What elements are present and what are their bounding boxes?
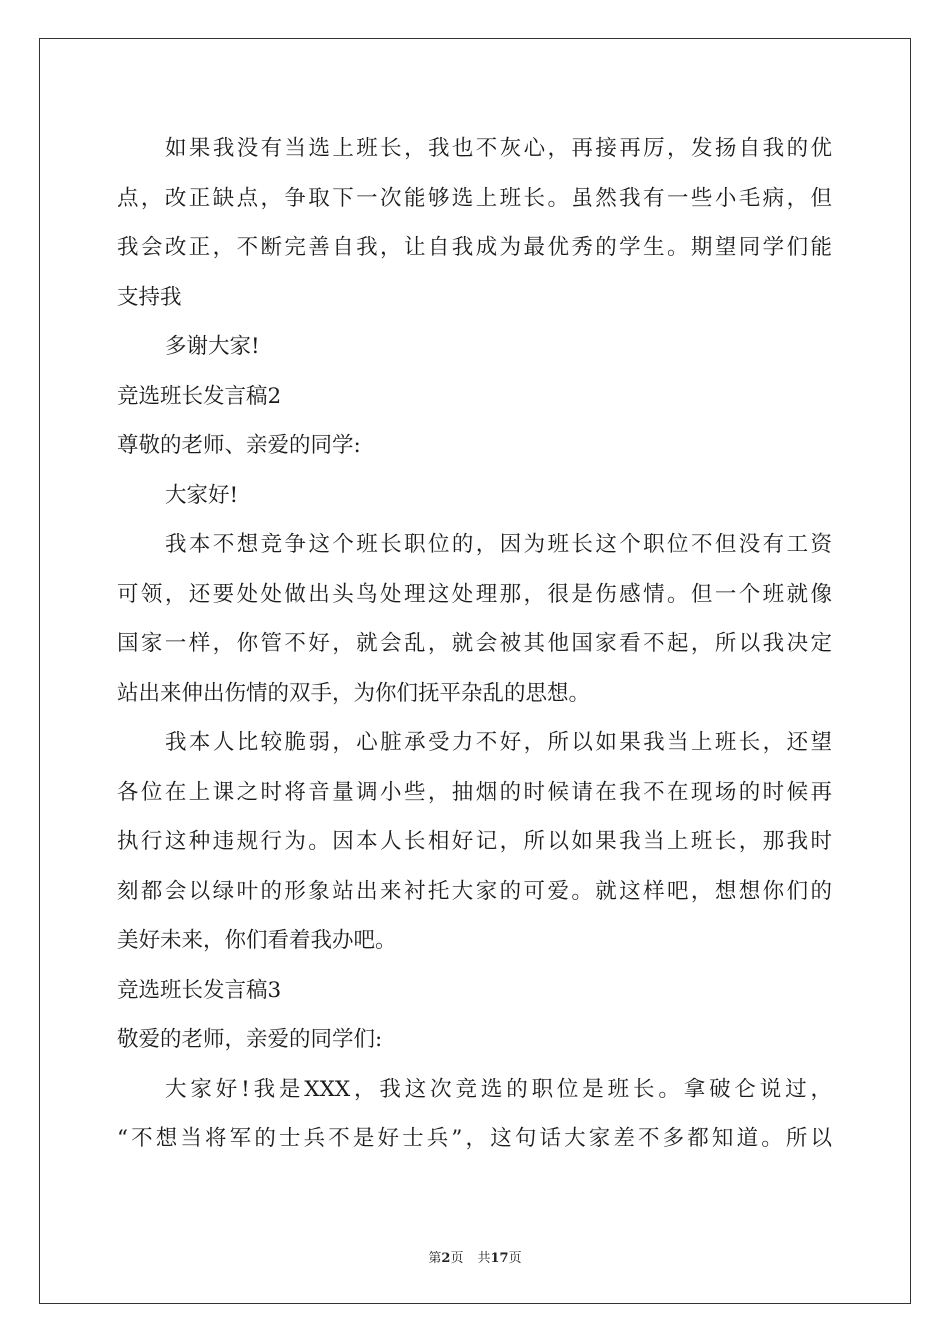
paragraph-line: 美好未来，你们看着我办吧。	[117, 928, 397, 953]
salutation: 尊敬的老师、亲爱的同学:	[117, 433, 361, 458]
closing-thanks: 多谢大家!	[165, 334, 260, 359]
paragraph-line: 我会改正，不断完善自我，让自我成为最优秀的学生。期望同学们能	[117, 235, 832, 260]
page-prefix: 第	[428, 1251, 442, 1266]
paragraph-line: 可领，还要处处做出头鸟处理这处理那，很是伤感情。但一个班就像	[117, 581, 832, 607]
document-body	[117, 124, 832, 1164]
page-footer	[0, 1247, 950, 1266]
page-suffix: 页	[450, 1251, 464, 1266]
current-page-number: 2	[441, 1251, 451, 1266]
salutation: 敬爱的老师，亲爱的同学们:	[117, 1027, 383, 1052]
paragraph-line: 执行这种违规行为。因本人长相好记，所以如果我当上班长，那我时	[117, 829, 832, 854]
paragraph-line: 点，改正缺点，争取下一次能够选上班长。虽然我有一些小毛病，但	[117, 185, 832, 211]
paragraph-line: 支持我	[117, 284, 182, 310]
paragraph-line: “不想当将军的士兵不是好士兵”，这句话大家差不多都知道。所以	[117, 1126, 832, 1151]
total-prefix: 共	[477, 1251, 491, 1266]
paragraph-line: 各位在上课之时将音量调小些，抽烟的时候请在我不在现场的时候再	[117, 779, 832, 805]
paragraph-line: 如果我没有当选上班长，我也不灰心，再接再厉，发扬自我的优	[165, 136, 832, 161]
section-heading: 竞选班长发言稿3	[117, 977, 282, 1003]
paragraph-line: 我本人比较脆弱，心脏承受力不好，所以如果我当上班长，还望	[165, 730, 832, 755]
total-page-count: 17	[490, 1251, 509, 1266]
paragraph-line: 刻都会以绿叶的形象站出来衬托大家的可爱。就这样吧，想想你们的	[117, 878, 832, 904]
paragraph-line: 我本不想竞争这个班长职位的，因为班长这个职位不但没有工资	[165, 532, 832, 557]
greeting: 大家好!	[165, 482, 239, 508]
section-heading: 竞选班长发言稿2	[117, 383, 282, 409]
paragraph-line: 站出来伸出伤情的双手，为你们抚平杂乱的思想。	[117, 680, 591, 706]
paragraph-line: 大家好!我是XXX，我这次竞选的职位是班长。拿破仑说过，	[165, 1076, 832, 1102]
total-suffix: 页	[508, 1251, 522, 1266]
paragraph-line: 国家一样，你管不好，就会乱，就会被其他国家看不起，所以我决定	[117, 631, 832, 656]
